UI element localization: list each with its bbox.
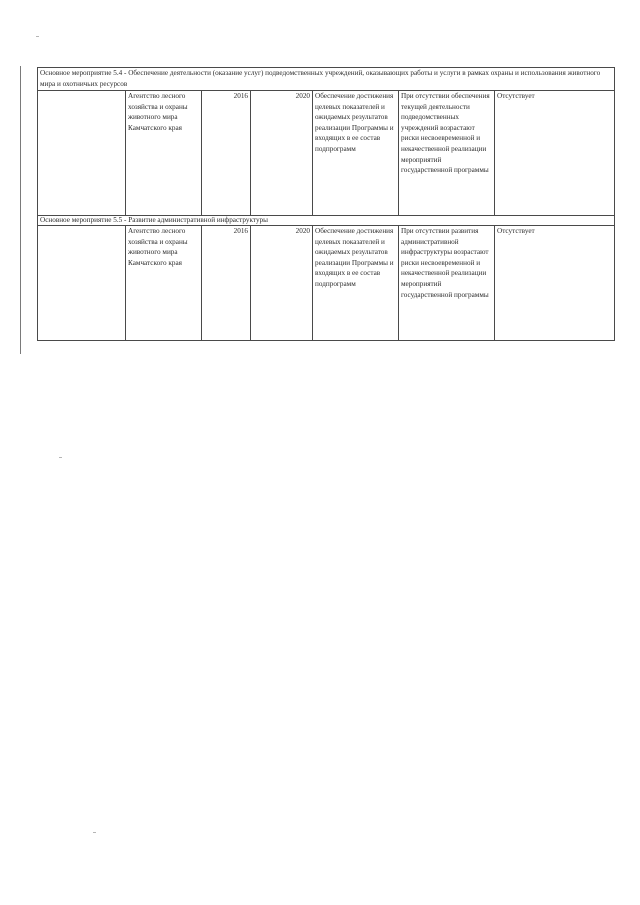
- consequences-cell: При отсутствии обеспечения текущей деятельности подведомственных учреждений возрастают риски несвоевременной и некачественной реализации мероприятий государственной программы: [399, 91, 495, 216]
- executor-cell: Агентство лесного хозяйства и охраны животного мира Камчатского края: [126, 91, 202, 216]
- table-row: [38, 226, 615, 341]
- result-cell: Обеспечение достижения целевых показателей и ожидаемых результатов реализации Программы и входящих в ее состав подпрограмм: [313, 226, 399, 341]
- section-row: [38, 68, 615, 91]
- left-margin-line: [20, 66, 21, 354]
- scan-speck: [59, 457, 62, 458]
- relation-cell: Отсутствует: [495, 91, 615, 216]
- section-title: Основное мероприятие 5.4 - Обеспечение деятельности (оказание услуг) подведомственных учреждений, оказывающих работы и услуги в рамках охраны и использования животного мира и охотничьих ресурсов: [38, 68, 615, 91]
- table-row: [38, 91, 615, 216]
- program-measures-table: [37, 67, 615, 341]
- section-row: [38, 216, 615, 226]
- number-cell: [38, 91, 126, 216]
- relation-cell: Отсутствует: [495, 226, 615, 341]
- end-year-cell: 2020: [251, 226, 313, 341]
- result-cell: Обеспечение достижения целевых показателей и ожидаемых результатов реализации Программы и входящих в ее состав подпрограмм: [313, 91, 399, 216]
- start-year-cell: 2016: [202, 226, 251, 341]
- executor-cell: Агентство лесного хозяйства и охраны животного мира Камчатского края: [126, 226, 202, 341]
- end-year-cell: 2020: [251, 91, 313, 216]
- number-cell: [38, 226, 126, 341]
- section-title: Основное мероприятие 5.5 - Развитие административной инфраструктуры: [38, 216, 615, 226]
- start-year-cell: 2016: [202, 91, 251, 216]
- scan-speck: [93, 832, 96, 833]
- scan-speck: [36, 36, 39, 37]
- consequences-cell: При отсутствии развития административной инфраструктуры возрастают риски несвоевременной и некачественной реализации мероприятий государственной программы: [399, 226, 495, 341]
